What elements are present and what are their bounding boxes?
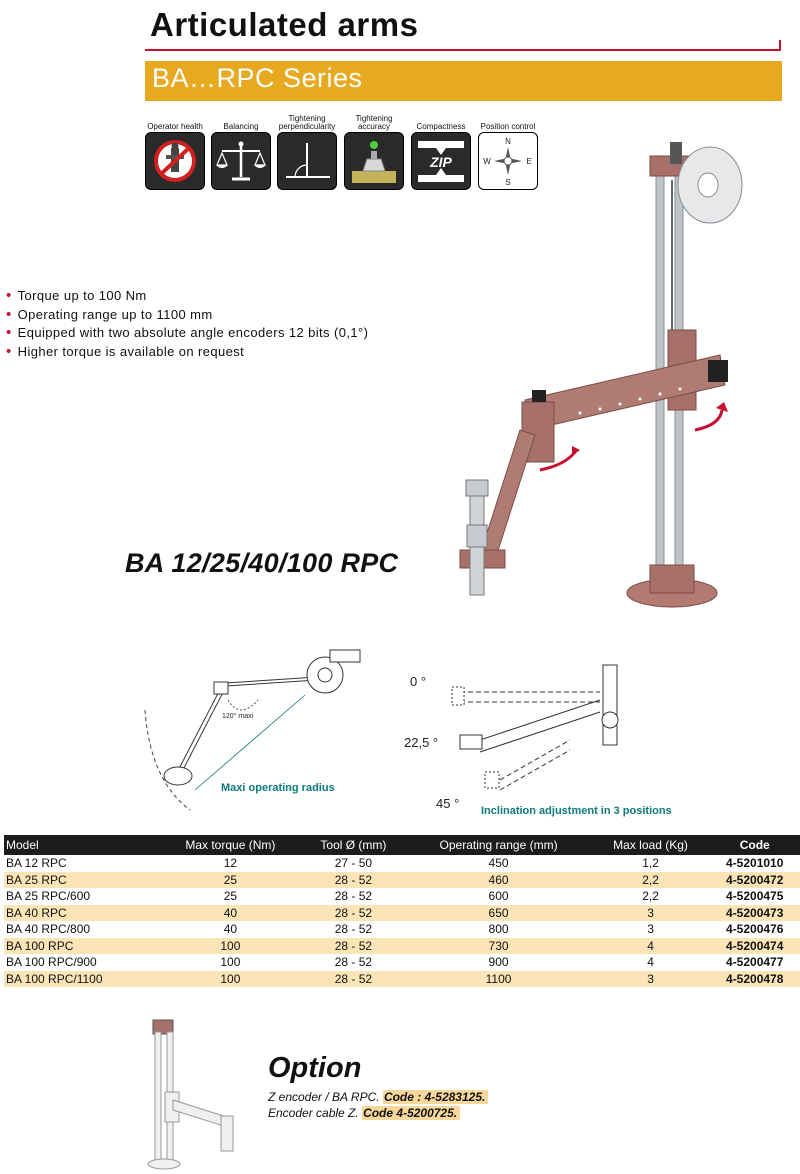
compass-e: E [526,157,532,166]
table-row [4,954,800,971]
option-encoder-illustration [135,1012,240,1170]
option-code: Code 4-5200725. [362,1106,460,1120]
option-line-cable [268,1106,460,1120]
tightening-accuracy-icon [344,132,404,190]
table-cell: 4 [592,938,710,955]
column-header: Code [709,835,800,855]
table-cell: 450 [488,856,509,871]
table-cell: 28 - 52 [301,905,405,922]
table-cell: 100 [220,955,241,970]
option-line-encoder [268,1090,488,1104]
table-cell: 4-5200476 [726,922,784,937]
compass-s: S [505,178,511,187]
specification-table [4,835,800,987]
feature-label: Tightening perpendicularity [278,114,336,131]
feature-label: Position control [480,122,536,131]
table-row [4,921,800,938]
bullet-dot: • [6,287,12,304]
table-cell: 3 [592,971,710,988]
table-cell: 3 [647,922,654,937]
perpendicular-icon [277,132,337,190]
table-cell: 460 [405,872,591,889]
table-cell: 4 [647,955,654,970]
page-title: Articulated arms [150,6,419,43]
table-cell: 25 [159,872,301,889]
angle-0: 0 ° [410,674,427,689]
table-cell: 2,2 [642,889,659,904]
table-cell: 40 [223,922,238,937]
feature-label: Compactness [416,122,466,131]
table-cell: 650 [405,905,591,922]
column-header: Max load (Kg) [592,835,710,855]
table-cell: 4-5200474 [709,938,800,955]
table-row [4,905,800,922]
option-text: Z encoder / BA RPC. [268,1090,383,1104]
table-cell: 40 [159,905,301,922]
svg-text:ZIP: ZIP [430,154,452,170]
table-cell: BA 25 RPC/600 [6,889,91,904]
articulated-arm-illustration [440,130,760,630]
feature-perpendicularity [277,111,337,190]
table-cell: 28 - 52 [301,938,405,955]
table-cell: 28 - 52 [334,922,373,937]
table-cell: 4-5200475 [726,889,784,904]
table-cell: 100 [159,938,301,955]
table-cell: 900 [488,955,509,970]
title-underline [145,49,781,51]
table-row [4,888,800,905]
balance-scale-icon [211,132,271,190]
table-cell: BA 100 RPC/900 [6,955,97,970]
table-row [4,971,800,988]
table-cell: 3 [592,905,710,922]
diagram-caption-inclination: Inclination adjustment in 3 positions [481,805,672,817]
table-cell: BA 40 RPC/800 [6,922,91,937]
table-cell: 4-5201010 [726,856,784,871]
table-row [4,855,800,872]
feature-balancing [211,111,271,190]
option-text: Encoder cable Z. [268,1106,363,1120]
column-header: Model [4,835,159,855]
bullet-item: • Higher torque is available on request [6,342,245,360]
feature-bullet-list [6,287,368,361]
bullet-dot: • [6,305,12,323]
table-cell: 4-5200478 [709,971,800,988]
feature-label: Balancing [223,122,259,131]
table-cell: BA 100 RPC [4,938,159,955]
option-title: Option [268,1052,362,1084]
table-cell: 4-5200473 [709,905,800,922]
angle-22-5: 22,5 ° [404,735,439,750]
inclination-diagram [440,660,640,810]
angle-label: 120° maxi [222,713,254,720]
table-cell: 4-5200477 [726,955,784,970]
bullet-item: • Equipped with two absolute angle encoders 12 bits (0,1°) [6,324,369,341]
option-code: Code : 4-5283125. [383,1090,488,1104]
model-range-title: BA 12/25/40/100 RPC [125,548,399,578]
feature-label: Tightening accuracy [355,114,393,131]
table-cell: 1,2 [642,856,659,871]
table-row [4,872,800,889]
column-header: Max torque (Nm) [159,835,301,855]
table-cell: BA 40 RPC [4,905,159,922]
bullet-item: • Operating range up to 1100 mm [6,305,213,323]
bullet-item: • Torque up to 100 Nm [6,287,147,304]
table-row [4,938,800,955]
bullet-dot: • [6,324,12,341]
feature-operator-health [145,111,205,190]
bullet-dot: • [6,342,12,360]
table-cell: 600 [488,889,509,904]
title-underline-tick [779,40,781,51]
table-cell: 1100 [405,971,591,988]
table-cell: 730 [405,938,591,955]
compass-n: N [505,137,511,146]
diagram-caption-radius: Maxi operating radius [221,782,335,794]
table-cell: 28 - 52 [301,872,405,889]
angle-45: 45 ° [436,796,460,811]
column-header: Tool Ø (mm) [301,835,405,855]
compass-w: W [483,157,491,166]
table-cell: 12 [223,856,238,871]
table-cell: 27 - 50 [334,856,373,871]
table-cell: 2,2 [592,872,710,889]
table-header-row [4,835,800,855]
operator-health-icon [145,132,205,190]
table-cell: 100 [159,971,301,988]
table-cell: 28 - 52 [301,971,405,988]
feature-label: Operator health [147,122,203,131]
table-cell: 28 - 52 [334,889,373,904]
feature-tightening-accuracy [344,111,404,190]
table-cell: 4-5200472 [709,872,800,889]
table-cell: BA 100 RPC/1100 [4,971,159,988]
table-cell: BA 25 RPC [4,872,159,889]
table-cell: BA 12 RPC [6,856,67,871]
table-cell: 800 [488,922,509,937]
table-cell: 25 [223,889,238,904]
series-title: BA…RPC Series [152,63,363,93]
table-cell: 28 - 52 [334,955,373,970]
column-header: Operating range (mm) [405,835,591,855]
